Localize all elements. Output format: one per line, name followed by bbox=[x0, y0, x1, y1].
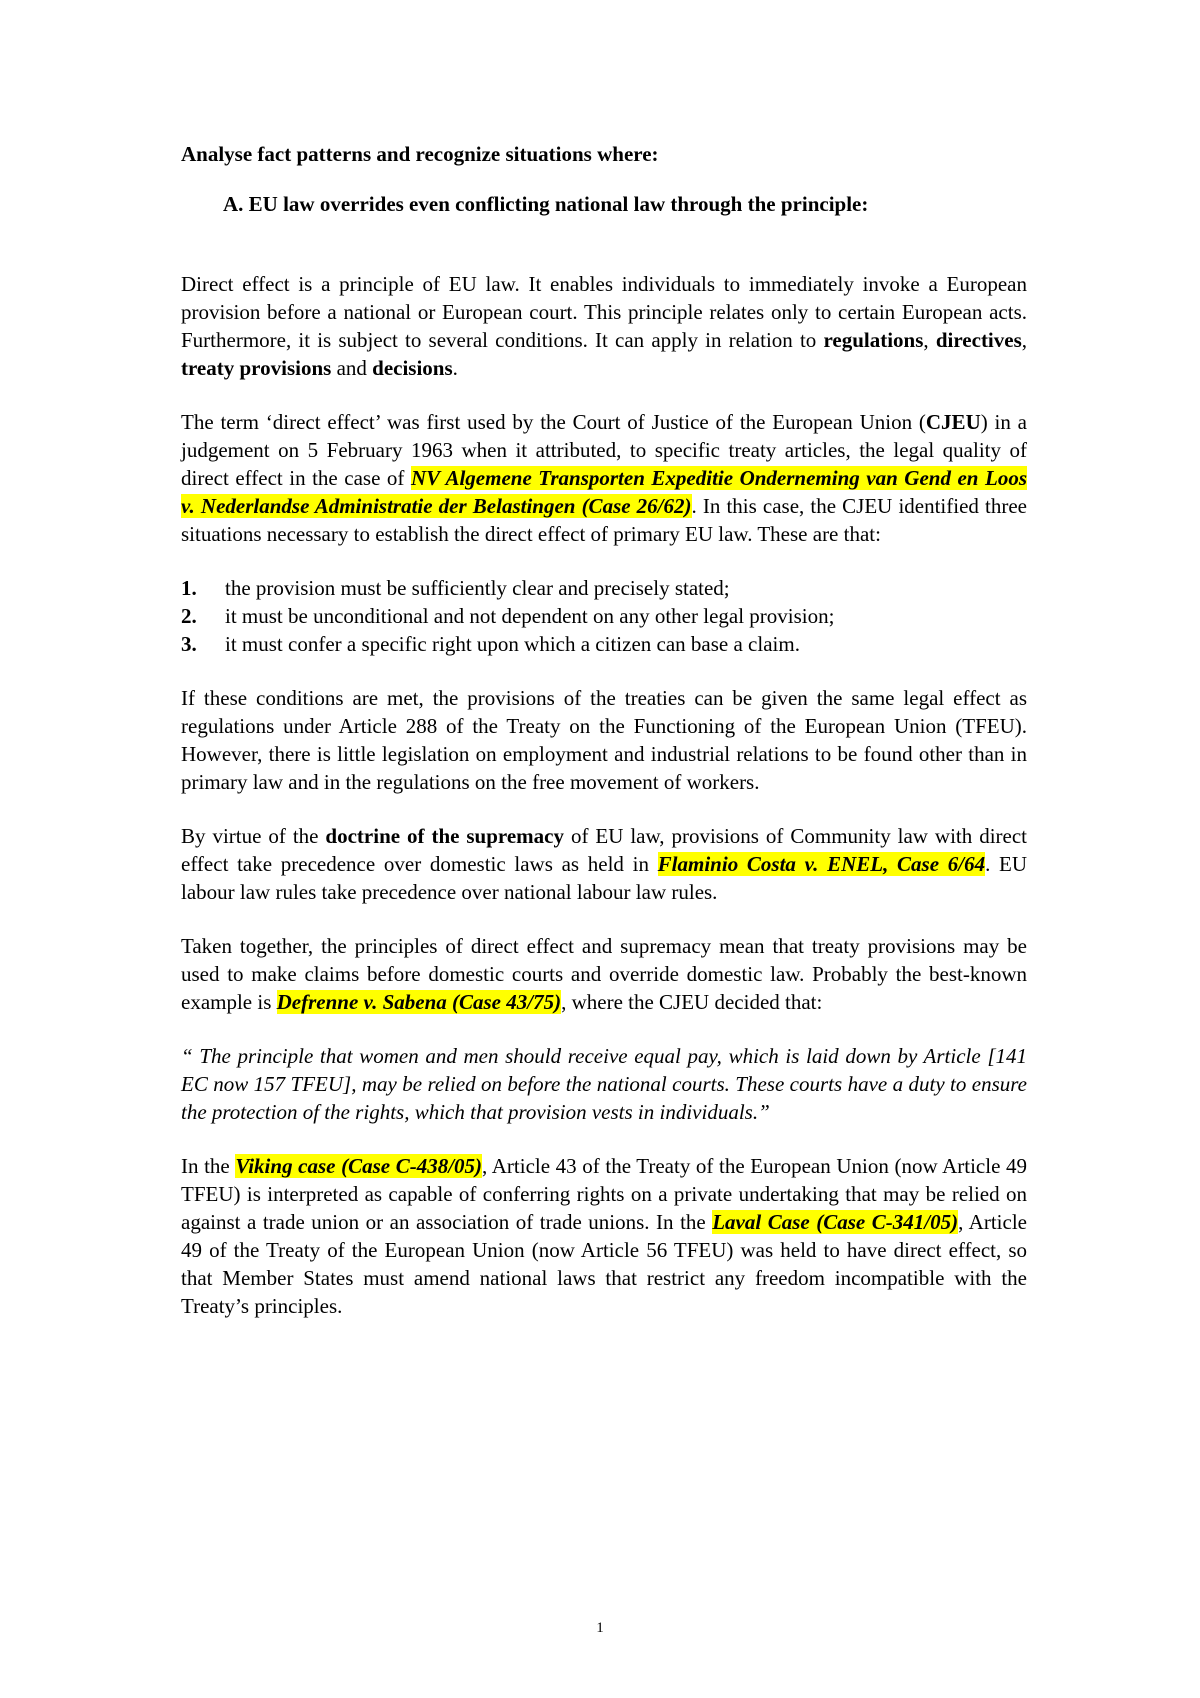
case-defrenne-sabena: Defrenne v. Sabena (Case 43/75) bbox=[276, 990, 562, 1014]
paragraph-conditions-met: If these conditions are met, the provisions of the treaties can be given the same legal effect as regulations under Article 288 of the Treaty on the Functioning of the European Union (TFEU). However, there is little legislation on employment and industrial relations to be found other than in primary law and in the regulations on the free movement of workers. bbox=[181, 686, 1027, 794]
page-number: 1 bbox=[596, 1620, 604, 1636]
list-text: it must be unconditional and not dependent on any other legal provision; bbox=[225, 604, 835, 628]
term-cjeu: CJEU bbox=[925, 410, 981, 434]
conditions-list bbox=[181, 574, 1027, 658]
list-item bbox=[181, 602, 1027, 630]
list-number: 1. bbox=[181, 576, 197, 600]
paragraph-taken-together bbox=[181, 932, 1027, 1016]
p4-text-2: of EU law, provisions of Community law with direct effect take precedence over domestic laws as held in bbox=[181, 824, 1027, 876]
list-item bbox=[181, 574, 1027, 602]
list-text: the provision must be sufficiently clear and precisely stated; bbox=[225, 576, 730, 600]
term-doctrine-supremacy: doctrine of the supremacy bbox=[325, 824, 564, 848]
paragraph-viking-laval bbox=[181, 1152, 1027, 1320]
p1-sep3: and bbox=[331, 356, 373, 380]
case-van-gend-en-loos: NV Algemene Transporten Expeditie Onderneming van Gend en Loos v. Nederlandse Administratie der Belastingen (Case 26/62) bbox=[181, 466, 1027, 518]
term-decisions: decisions bbox=[372, 356, 453, 380]
p2-text-1: The term ‘direct effect’ was first used by the Court of Justice of the European Union ( bbox=[181, 410, 926, 434]
p1-sep2: , bbox=[1021, 328, 1028, 352]
p5-text-2: , where the CJEU decided that: bbox=[561, 990, 823, 1014]
p1-sep1: , bbox=[923, 328, 936, 352]
paragraph-direct-effect bbox=[181, 270, 1027, 382]
p2-text-2: ) in a judgement on 5 February 1963 when it attributed, to specific treaty articles, the legal quality of direct effect in the case of bbox=[181, 410, 1027, 490]
case-laval: Laval Case (Case C-341/05) bbox=[712, 1210, 959, 1234]
paragraph-term-history bbox=[181, 408, 1027, 548]
term-directives: directives bbox=[935, 328, 1022, 352]
term-regulations: regulations bbox=[823, 328, 924, 352]
p4-text-3: . EU labour law rules take precedence over national labour law rules. bbox=[181, 852, 1028, 904]
list-text: it must confer a specific right upon which a citizen can base a claim. bbox=[225, 632, 800, 656]
p6-text-3: , Article 49 of the Treaty of the European Union (now Article 56 TFEU) was held to have direct effect, so that Member States must amend national laws that restrict any freedom incompatible with the Treaty’s principles. bbox=[181, 1210, 1027, 1318]
list-number: 3. bbox=[181, 632, 197, 656]
document-page bbox=[181, 140, 1027, 1320]
p4-text-1: By virtue of the bbox=[181, 824, 326, 848]
list-number: 2. bbox=[181, 604, 197, 628]
p1-end: . bbox=[452, 356, 458, 380]
case-viking: Viking case (Case C-438/05) bbox=[235, 1154, 483, 1178]
case-costa-enel: Flaminio Costa v. ENEL, Case 6/64 bbox=[657, 852, 986, 876]
list-item bbox=[181, 630, 1027, 658]
p2-text-3: . In this case, the CJEU identified three situations necessary to establish the direct effect of primary EU law. These are that: bbox=[181, 494, 1027, 546]
p5-text-1: Taken together, the principles of direct effect and supremacy mean that treaty provisions may be used to make claims before domestic courts and override domestic law. Probably the best-known example is bbox=[181, 934, 1027, 1014]
term-treaty-provisions: treaty provisions bbox=[181, 356, 332, 380]
paragraph-supremacy bbox=[181, 822, 1027, 906]
p6-text-1: In the bbox=[181, 1154, 236, 1178]
page-heading: Analyse fact patterns and recognize situations where: bbox=[181, 142, 659, 166]
section-heading-a: A. EU law overrides even conflicting national law through the principle: bbox=[223, 192, 869, 216]
quotation: “ The principle that women and men should receive equal pay, which is laid down by Article [141 EC now 157 TFEU], may be relied on before the national courts. These courts have a duty to ensure the protection of the rights, which that provision vests in individuals.” bbox=[181, 1044, 1027, 1124]
p6-text-2: , Article 43 of the Treaty of the European Union (now Article 49 TFEU) is interpreted as capable of conferring rights on a private undertaking that may be relied on against a trade union or an association of trade unions. In the bbox=[181, 1154, 1027, 1234]
p1-text: Direct effect is a principle of EU law. It enables individuals to immediately invoke a European provision before a national or European court. This principle relates only to certain European acts. Furthermore, it is subject to several conditions. It can apply in relation to bbox=[181, 272, 1027, 352]
